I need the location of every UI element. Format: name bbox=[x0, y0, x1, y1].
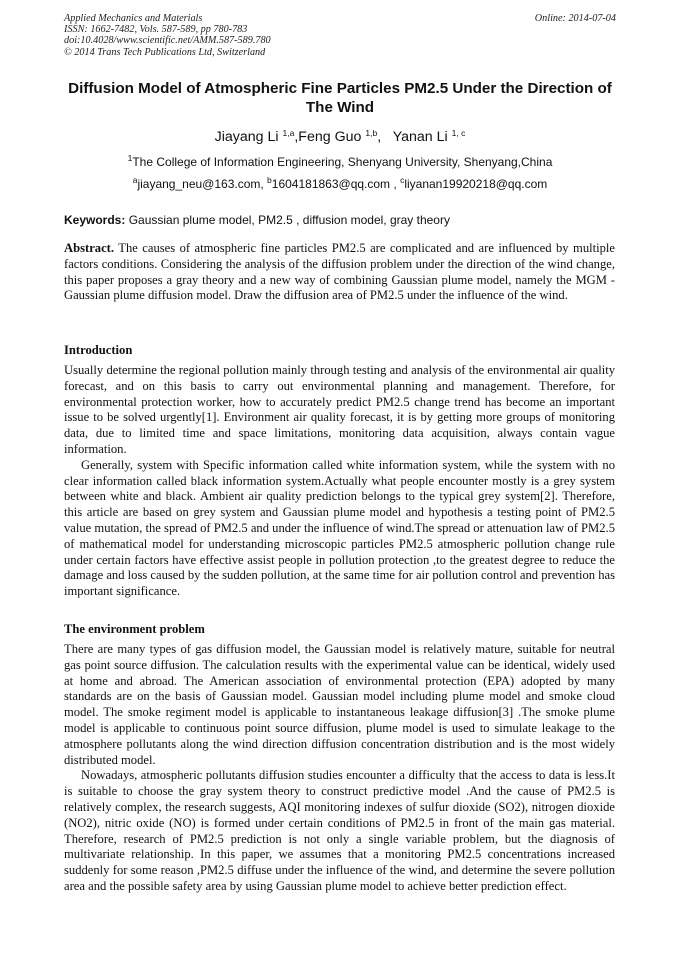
affiliation-text: The College of Information Engineering, Shenyang University, Shenyang,China bbox=[132, 155, 553, 169]
abstract bbox=[64, 241, 615, 304]
author-name: Feng Guo bbox=[298, 129, 362, 145]
journal-header bbox=[64, 13, 616, 58]
paragraph: Nowadays, atmospheric pollutants diffusion studies encounter a difficulty that the access to data is less.It is suitable to choose the gray system theory to construct predictive model .And the cause of PM2.5 is relatively complex, the research suggests, AQI monitoring indexes of sulfur dioxide (SO2), nitrogen dioxide (NO2), nitric oxide (NO) is formed under certain conditions of PM2.5 in front of the main gas material. Therefore, research of PM2.5 prediction is not only a single variable problem, but the diagnosis of multivariate relationship. In this paper, we assumes that a monitoring PM2.5 concentrations increased suddenly for some reason ,PM2.5 diffuse under the influence of the wind, and determine the severe pollution area and the possible safety area by using Gaussian plume model to achieve better prediction effect. bbox=[64, 768, 615, 893]
author-list: Jiayang Li $^{1,a}$,Feng Guo $^{1,b}$, Yanan Li $^{1, c}$ bbox=[214, 128, 466, 145]
email-link[interactable]: liyanan19920218@qq.com bbox=[404, 177, 548, 191]
section-heading-introduction: Introduction bbox=[64, 343, 133, 357]
affiliation bbox=[64, 155, 616, 170]
author-name: Yanan Li bbox=[392, 129, 448, 145]
introduction-body bbox=[64, 363, 615, 600]
email-list: $^a$jiayang_neu@163.com, $^b$1604181863@qq.com , $^c$liyanan19920218@qq.com bbox=[132, 175, 548, 191]
author-affiliation-mark: 1, c bbox=[451, 128, 466, 138]
journal-name: Applied Mechanics and Materials bbox=[64, 13, 203, 24]
journal-doi: doi:10.4028/www.scientific.net/AMM.587-589.780 bbox=[64, 35, 271, 47]
section-heading-environment: The environment problem bbox=[64, 622, 205, 636]
email-link[interactable]: jiayang_neu@163.com bbox=[137, 177, 261, 191]
author-affiliation-mark: 1,a bbox=[282, 128, 295, 138]
affiliation-mark: 1 bbox=[127, 153, 133, 163]
abstract-text: The causes of atmospheric fine particles PM2.5 are complicated and are influenced by multiple factors conditions. Considering the analysis of the diffusion problem under the direction of the wind change, this paper proposes a gray theory and a new way of combining Gaussian plume model, namely the MGM - Gaussian plume diffusion model. Draw the diffusion area of PM2.5 under the influence of the wind. bbox=[64, 241, 615, 303]
author-name: Jiayang Li bbox=[214, 129, 279, 145]
abstract-label: Abstract. bbox=[64, 241, 115, 255]
keywords-label: Keywords: bbox=[64, 213, 126, 227]
journal-issn: ISSN: 1662-7482, Vols. 587-589, pp 780-783 bbox=[64, 24, 248, 36]
environment-body bbox=[64, 642, 615, 895]
paragraph: Usually determine the regional pollution mainly through testing and analysis of the environmental air quality forecast, and on this basis to carry out environmental planning and management. Therefore, for environmental protection worker, how to accurately predict PM2.5 change trend has become an important issue to be solved urgently[1]. Environment air quality forecast, it is by getting more groups of monitoring data, due to limited time and space limitations, monitoring data acquisition, always contain vague information. bbox=[64, 363, 615, 456]
email-link[interactable]: 1604181863@qq.com bbox=[271, 177, 391, 191]
online-date: Online: 2014-07-04 bbox=[534, 13, 616, 24]
paper-title: Diffusion Model of Atmospheric Fine Particles PM2.5 Under the Direction of The Wind bbox=[68, 80, 612, 116]
author-affiliation-mark: 1,b bbox=[365, 128, 378, 138]
journal-copyright: © 2014 Trans Tech Publications Ltd, Switzerland bbox=[64, 46, 266, 58]
keywords bbox=[64, 213, 616, 228]
paragraph: Generally, system with Specific information called white information system, while the system with no clear information called black information system.Actually what people encounter mostly is a grey system between white and black. Ambient air quality prediction belongs to the typical grey system[2]. Therefore, this article are based on grey system and Gaussian plume model and hypothesis a testing point of PM2.5 value mutation, the spread of PM2.5 and under the influence of wind.The spread or attenuation law of PM2.5 of mathematical model for understanding microscopic particles PM2.5 atmospheric pollution change rule under certain factors have effective assist people in pollution protection ,to the greatest degree to reduce the damage and loss caused by the sudden pollution, at the same time for air pollution control and prevention has important significance. bbox=[64, 457, 615, 599]
paragraph: There are many types of gas diffusion model, the Gaussian model is relatively mature, suitable for neutral gas point source diffusion. The calculation results with the experimental value can be identical, widely used at home and abroad. The American association of environmental protection (EPA) adopted by many standards are on the basis of Gaussian model. Gaussian model including plume model and smoke cloud model. The smoke regiment model is applicable to instantaneous leakage diffusion[3] .The smoke plume model is applicable to continuous point source diffusion, plume model is used to simulate leakage to the atmosphere pollutants along the wind direction diffusion concentration distribution and is the most widely distributed model. bbox=[64, 642, 615, 767]
keywords-text: Gaussian plume model, PM2.5 , diffusion model, gray theory bbox=[128, 213, 450, 227]
